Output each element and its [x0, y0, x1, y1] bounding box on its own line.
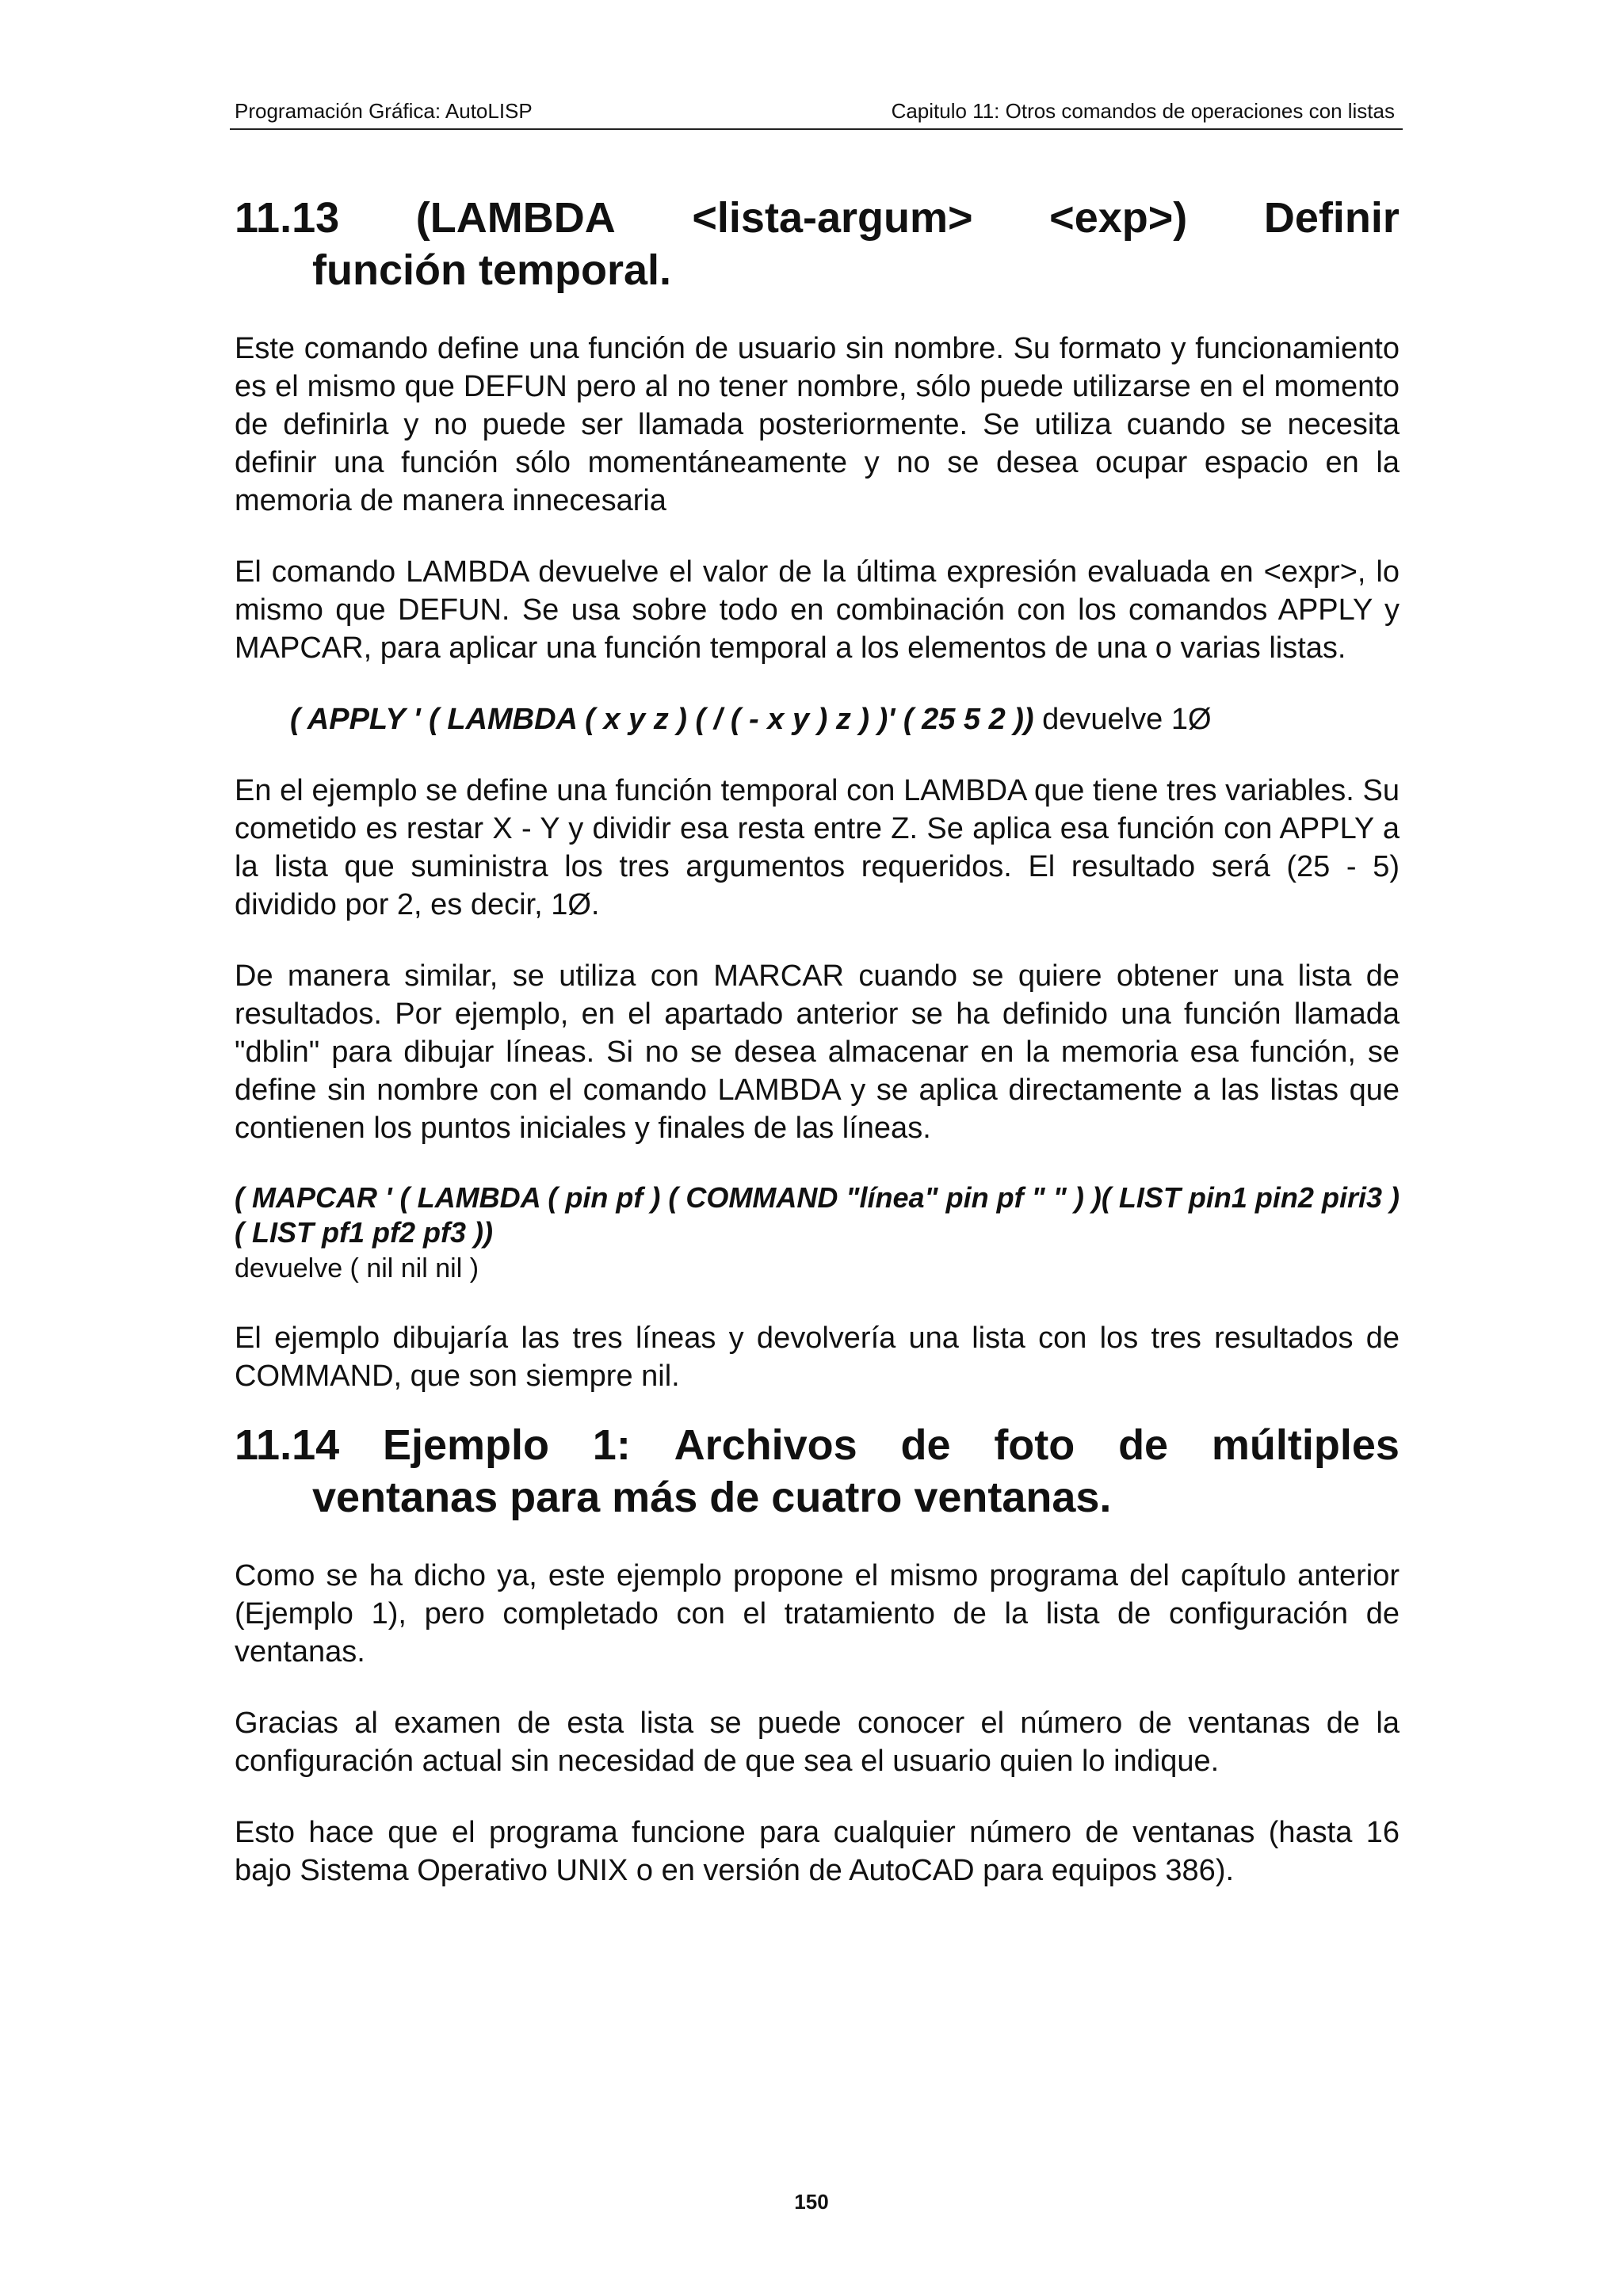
paragraph: El comando LAMBDA devuelve el valor de la última expresión evaluada en <expr>, lo mismo que DEFUN. Se usa sobre todo en combinación con los comandos APPLY y MAPCAR, para aplicar una función temporal a los elementos de una o varias listas. — [235, 555, 1400, 665]
heading-word: Ejemplo — [382, 1421, 549, 1469]
heading-word: 1: — [592, 1421, 631, 1469]
code-example-apply — [235, 700, 1400, 738]
heading-word: Archivos — [674, 1421, 857, 1469]
heading-word: Definir — [1263, 194, 1400, 242]
paragraph: De manera similar, se utiliza con MARCAR cuando se quiere obtener una lista de resultados. Por ejemplo, en el apartado anterior se ha definido una función llamada "dblin" para dibujar líneas. Si no se desea almacenar en la memoria esa función, se define sin nombre con el comando LAMBDA y se aplica directamente a las listas que contienen los puntos iniciales y finales de las líneas. — [235, 959, 1400, 1145]
page-header — [230, 93, 1403, 130]
paragraph: Gracias al examen de esta lista se puede conocer el número de ventanas de la configuración actual sin necesidad de que sea el usuario quien lo indique. — [235, 1707, 1400, 1778]
code-expression: ( APPLY ' ( LAMBDA ( x y z ) ( / ( - x y ) z ) )' ( 25 5 2 )) — [290, 703, 1034, 736]
heading-word: de — [900, 1421, 951, 1469]
code-example-mapcar — [235, 1180, 1400, 1286]
page-content — [235, 192, 1400, 1890]
header-book-title: Programación Gráfica: AutoLISP — [235, 99, 533, 123]
header-chapter-title: Capitulo 11: Otros comandos de operaciones con listas — [891, 99, 1395, 123]
heading-line-2: ventanas para más de cuatro ventanas. — [312, 1474, 1112, 1521]
heading-word: múltiples — [1211, 1421, 1400, 1469]
paragraph: Como se ha dicho ya, este ejemplo propone el mismo programa del capítulo anterior (Ejemplo 1), pero completado con el tratamiento de la lista de configuración de ventanas. — [235, 1559, 1400, 1669]
heading-line-2: función temporal. — [312, 246, 672, 294]
code-result: devuelve 1Ø — [1033, 703, 1212, 736]
paragraph: Esto hace que el programa funcione para cualquier número de ventanas (hasta 16 bajo Sistema Operativo UNIX o en versión de AutoCAD para equipos 386). — [235, 1816, 1400, 1887]
paragraph: Este comando define una función de usuario sin nombre. Su formato y funcionamiento es el mismo que DEFUN pero al no tener nombre, sólo puede utilizarse en el momento de definirla y no puede ser llamada posteriormente. Se utiliza cuando se necesita definir una función sólo momentáneamente y no se desea ocupar espacio en la memoria de manera innecesaria — [235, 332, 1400, 517]
section-number: 11.13 — [235, 194, 340, 242]
heading-word: de — [1118, 1421, 1169, 1469]
heading-word: <exp>) — [1049, 194, 1188, 242]
section-number: 11.14 — [235, 1421, 340, 1469]
heading-line-1 — [235, 1419, 1400, 1471]
heading-word: <lista-argum> — [692, 194, 973, 242]
paragraph: El ejemplo dibujaría las tres líneas y devolvería una lista con los tres resultados de COMMAND, que son siempre nil. — [235, 1322, 1400, 1393]
heading-word: foto — [994, 1421, 1075, 1469]
section-heading-11-13 — [235, 192, 1400, 296]
heading-line-1 — [235, 192, 1400, 244]
code-result: devuelve ( nil nil nil ) — [235, 1253, 479, 1283]
page-number: 150 — [794, 2190, 829, 2214]
heading-word: (LAMBDA — [415, 194, 616, 242]
code-expression: ( MAPCAR ' ( LAMBDA ( pin pf ) ( COMMAND "línea" pin pf " " ) )( LIST pin1 pin2 piri3 )( LIST pf1 pf2 pf3 )) — [235, 1181, 1400, 1249]
section-heading-11-14 — [235, 1419, 1400, 1524]
paragraph: En el ejemplo se define una función temporal con LAMBDA que tiene tres variables. Su cometido es restar X - Y y dividir esa resta entre Z. Se aplica esa función con APPLY a la lista que suministra los tres argumentos requeridos. El resultado será (25 - 5) dividido por 2, es decir, 1Ø. — [235, 774, 1400, 921]
